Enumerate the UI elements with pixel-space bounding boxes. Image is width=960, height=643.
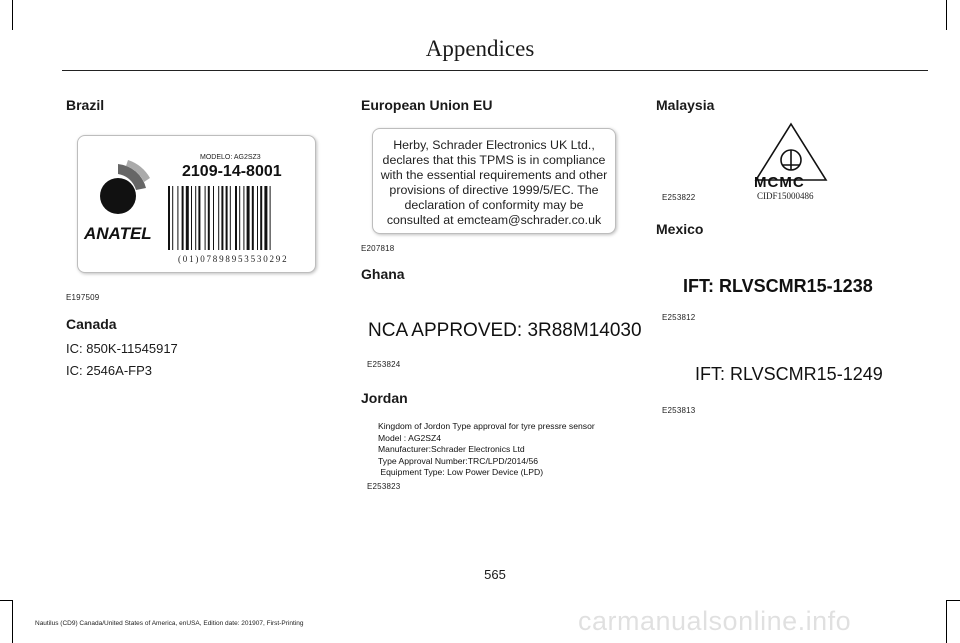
barcode-bar bbox=[208, 186, 210, 250]
barcode-bar bbox=[235, 186, 237, 250]
jordan-line-5: Equipment Type: Low Power Device (LPD) bbox=[378, 467, 544, 478]
jordan-line-3: Manufacturer:Schrader Electronics Ltd bbox=[378, 444, 525, 455]
header-rule bbox=[62, 70, 928, 71]
malaysia-cert-id: CIDF15000486 bbox=[757, 191, 814, 201]
ghana-heading: Ghana bbox=[361, 266, 405, 282]
barcode-bar bbox=[218, 186, 219, 250]
canada-heading: Canada bbox=[66, 316, 117, 332]
crop-mark-bottom-right-v bbox=[946, 600, 947, 643]
ghana-image-code: E253824 bbox=[367, 360, 401, 369]
eu-line-3: with the essential requirements and other bbox=[380, 168, 608, 182]
eu-heading: European Union EU bbox=[361, 97, 493, 113]
barcode-bar bbox=[226, 186, 228, 250]
crop-mark-bottom-right-h bbox=[946, 600, 960, 601]
canada-ic-2: IC: 2546A-FP3 bbox=[66, 363, 152, 378]
ghana-approval-banner: NCA APPROVED: 3R88M14030 bbox=[368, 320, 642, 341]
barcode-bar bbox=[177, 186, 178, 250]
barcode-bar bbox=[221, 186, 223, 250]
site-watermark: carmanualsonline.info bbox=[578, 606, 852, 636]
barcode-bar bbox=[252, 186, 254, 250]
barcode-bar bbox=[186, 186, 189, 250]
mexico-heading: Mexico bbox=[656, 221, 704, 237]
barcode-bar bbox=[205, 186, 206, 250]
mexico-ift-banner-1: IFT: RLVSCMR15-1238 bbox=[683, 276, 873, 296]
eu-line-4: provisions of directive 1999/5/EC. The bbox=[389, 183, 599, 197]
jordan-line-4: Type Approval Number:TRC/LPD/2014/56 bbox=[378, 455, 539, 466]
barcode-bar bbox=[239, 186, 240, 250]
barcode-bar bbox=[270, 186, 271, 250]
eu-image-code: E207818 bbox=[361, 244, 395, 253]
mcmc-logo-text: MCMC bbox=[754, 174, 805, 191]
barcode-number: (01)07898953530292 bbox=[178, 254, 289, 264]
brazil-cert-number: 2109-14-8001 bbox=[182, 163, 282, 180]
crop-mark-top-left-v bbox=[12, 0, 13, 30]
barcode-bar bbox=[260, 186, 262, 250]
barcode-bar bbox=[191, 186, 192, 250]
eu-line-1: Herby, Schrader Electronics UK Ltd., bbox=[393, 138, 595, 152]
malaysia-image-code: E253822 bbox=[662, 193, 696, 202]
canada-ic-1: IC: 850K-11545917 bbox=[66, 341, 178, 356]
barcode-bar bbox=[182, 186, 184, 250]
crop-mark-top-right-v bbox=[946, 0, 947, 30]
page-number: 565 bbox=[484, 567, 506, 582]
jordan-image-code: E253823 bbox=[367, 482, 401, 491]
eu-declaration-text bbox=[373, 138, 615, 228]
crop-mark-bottom-left-v bbox=[12, 600, 13, 643]
anatel-text: ANATEL bbox=[84, 224, 152, 243]
jordan-line-2: Model : AG2SZ4 bbox=[378, 432, 442, 443]
barcode bbox=[166, 186, 296, 252]
barcode-bar bbox=[172, 186, 173, 250]
page-title: Appendices bbox=[425, 36, 535, 61]
jordan-heading: Jordan bbox=[361, 390, 408, 406]
anatel-label-card bbox=[77, 135, 316, 273]
eu-line-2: declares that this TPMS is in compliance bbox=[382, 153, 606, 167]
mexico-ift-banner-2: IFT: RLVSCMR15-1249 bbox=[695, 364, 883, 384]
anatel-logo-icon bbox=[88, 158, 150, 222]
barcode-bar bbox=[168, 186, 170, 250]
barcode-bar bbox=[230, 186, 231, 250]
barcode-bar bbox=[243, 186, 244, 250]
crop-mark-bottom-left-h bbox=[0, 600, 12, 601]
mexico-image-code-2: E253813 bbox=[662, 406, 696, 415]
barcode-bar bbox=[198, 186, 200, 250]
eu-line-6: consulted at emcteam@schrader.co.uk bbox=[386, 213, 602, 227]
edition-footer: Nautilus (CD9) Canada/United States of America, enUSA, Edition date: 201907, First-Printing bbox=[35, 620, 304, 627]
barcode-bar bbox=[247, 186, 250, 250]
barcode-bar bbox=[264, 186, 267, 250]
malaysia-heading: Malaysia bbox=[656, 97, 715, 113]
barcode-bar bbox=[257, 186, 258, 250]
jordan-approval-text bbox=[378, 421, 595, 479]
brazil-image-code: E197509 bbox=[66, 293, 100, 302]
jordan-line-1: Kingdom of Jordon Type approval for tyre pressre sensor bbox=[378, 421, 595, 431]
mexico-image-code-1: E253812 bbox=[662, 313, 696, 322]
brazil-model: MODELO: AG2SZ3 bbox=[200, 154, 261, 161]
eu-line-5: declaration of conformity may be bbox=[404, 198, 584, 212]
barcode-bar bbox=[195, 186, 196, 250]
eu-declaration-card bbox=[372, 128, 616, 234]
brazil-heading: Brazil bbox=[66, 97, 105, 113]
barcode-bar bbox=[213, 186, 214, 250]
